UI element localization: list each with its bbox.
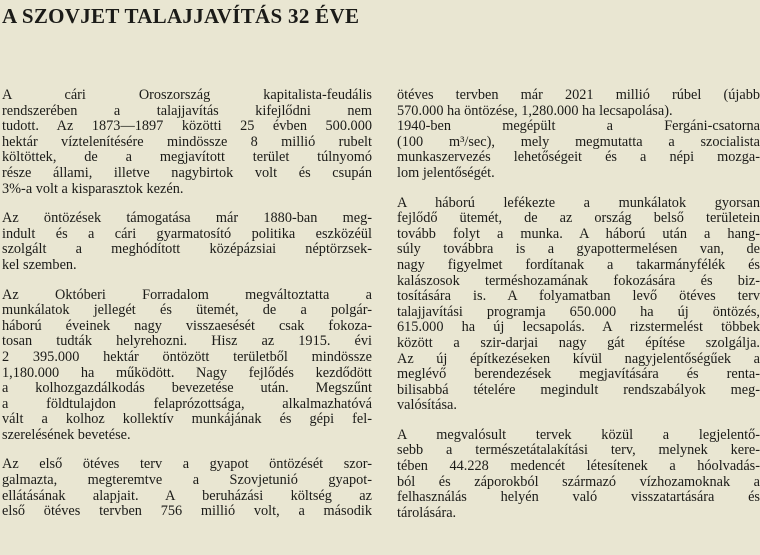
- text-line: vált a kolhoz kollektív munkájának és gépi fel-: [2, 412, 372, 428]
- text-line: kalászosok terméshozamának fokozására és biz-: [397, 273, 760, 289]
- text-line: súly továbbra is a gyapottermelésen van, de: [397, 242, 760, 258]
- text-line: sebb a természetátalakítási terv, melynek kere-: [397, 443, 760, 459]
- paragraph: [2, 88, 372, 197]
- text-line: szerelésének bevetése.: [2, 427, 131, 443]
- text-line: A megvalósult tervek közül a legjelentő-: [397, 427, 760, 443]
- text-line: indult és a cári gyarmatosító politika eszközéül: [2, 226, 372, 242]
- paragraph: [397, 119, 760, 181]
- text-line: munkálatok jellegét és ütemét, de a polgár-: [2, 303, 372, 319]
- text-line: A cári Oroszország kapitalista-feudális: [2, 88, 372, 103]
- text-line: 2 395.000 hektár öntözött területből mindössze: [2, 349, 372, 365]
- text-line: része állami, illetve nagybirtok volt és csupán: [2, 165, 372, 181]
- text-line: (100 m³/sec), mely megmutatta a szocialista: [397, 134, 760, 150]
- text-line: szolgált a meghódított középázsiai néptörzsek-: [2, 242, 372, 258]
- text-line: felhasználás helyén való visszatartására és: [397, 490, 760, 506]
- text-line: ból és záporokból származó vízhozamoknak a: [397, 474, 760, 490]
- text-line: a kolhozgazdálkodás bevezetése után. Megszűnt: [2, 381, 372, 397]
- paragraph: [2, 288, 372, 444]
- text-line: tovább folyt a munka. A háború után a hang-: [397, 226, 760, 242]
- text-line: meglévő berendezések megjavítására és renta-: [397, 367, 760, 383]
- text-line: tében 44.228 medencét létesítenek a hóolvadás-: [397, 459, 760, 475]
- left-column: [2, 88, 372, 520]
- right-column: [397, 88, 760, 521]
- text-line: Az első ötéves terv a gyapot öntözését szor-: [2, 457, 372, 473]
- text-line: tárolására.: [397, 505, 457, 521]
- text-line: 570.000 ha öntözése, 1,280.000 ha lecsapolása).: [397, 103, 673, 119]
- text-line: bilisabbá tételére megindult rendszabályok meg-: [397, 382, 760, 398]
- text-line: hektár víztelenítésére mindössze 8 millió rubelt: [2, 134, 372, 150]
- text-line: első ötéves tervben 756 millió volt, a második: [2, 504, 372, 520]
- text-line: tosítására is. A folyamatban levő ötéves terv: [397, 289, 760, 305]
- paragraph: [397, 196, 760, 414]
- text-line: galmazta, megteremtve a Szovjetunió gyapot-: [2, 473, 372, 489]
- text-line: ellátásának alapjait. A beruházási költség az: [2, 488, 372, 504]
- text-line: kel szemben.: [2, 257, 77, 273]
- text-line: költöttek, de a megjavított terület túlnyomó: [2, 150, 372, 166]
- text-line: valósítása.: [397, 398, 457, 414]
- text-line: Az Októberi Forradalom megváltoztatta a: [2, 287, 372, 303]
- text-line: rendszerében a talajjavítás kifejlődni nem: [2, 103, 372, 119]
- text-line: Az öntözések támogatása már 1880-ban meg-: [2, 211, 372, 227]
- text-line: 615.000 ha új lecsapolás. A rizstermelést többek: [397, 320, 760, 336]
- text-line: tosan tudták helyrehozni. Hisz az 1915. évi: [2, 334, 372, 350]
- text-line: tudott. Az 1873—1897 közötti 25 évben 500.000: [2, 119, 372, 135]
- paragraph: [397, 88, 760, 119]
- text-line: között a szir-darjai nagy gát építése szolgálja.: [397, 335, 760, 351]
- paragraph: [2, 211, 372, 273]
- article-title: A SZOVJET TALAJJAVÍTÁS 32 ÉVE: [2, 4, 360, 28]
- paragraph: [397, 428, 760, 522]
- text-line: lom jelentőségét.: [397, 165, 495, 181]
- text-line: nagy figyelmet fordítanak a takarmányfélék és: [397, 257, 760, 273]
- text-line: 1,180.000 ha működött. Nagy fejlődés kezdődött: [2, 365, 372, 381]
- text-line: ötéves tervben már 2021 millió rúbel (újabb: [397, 88, 760, 103]
- text-line: Az új építkezéseken kívül nagyjelentőségűek a: [397, 351, 760, 367]
- text-line: munkaszervezés lehetőségeit és a népi mozga-: [397, 150, 760, 166]
- paragraph: [2, 457, 372, 519]
- text-line: a földtulajdon felaprózottsága, alkalmazhatóvá: [2, 396, 372, 412]
- text-line: talajjavítási programja 650.000 ha új öntözés,: [397, 304, 760, 320]
- text-line: 1940-ben megépült a Fergáni-csatorna: [397, 119, 760, 135]
- text-line: A háború lefékezte a munkálatok gyorsan: [397, 195, 760, 211]
- text-line: 3%-a volt a kisparasztok kezén.: [2, 181, 184, 197]
- text-line: háború éveinek nagy visszaesését csak fokoza-: [2, 318, 372, 334]
- text-line: fejlődő ütemét, de az ország belső területein: [397, 211, 760, 227]
